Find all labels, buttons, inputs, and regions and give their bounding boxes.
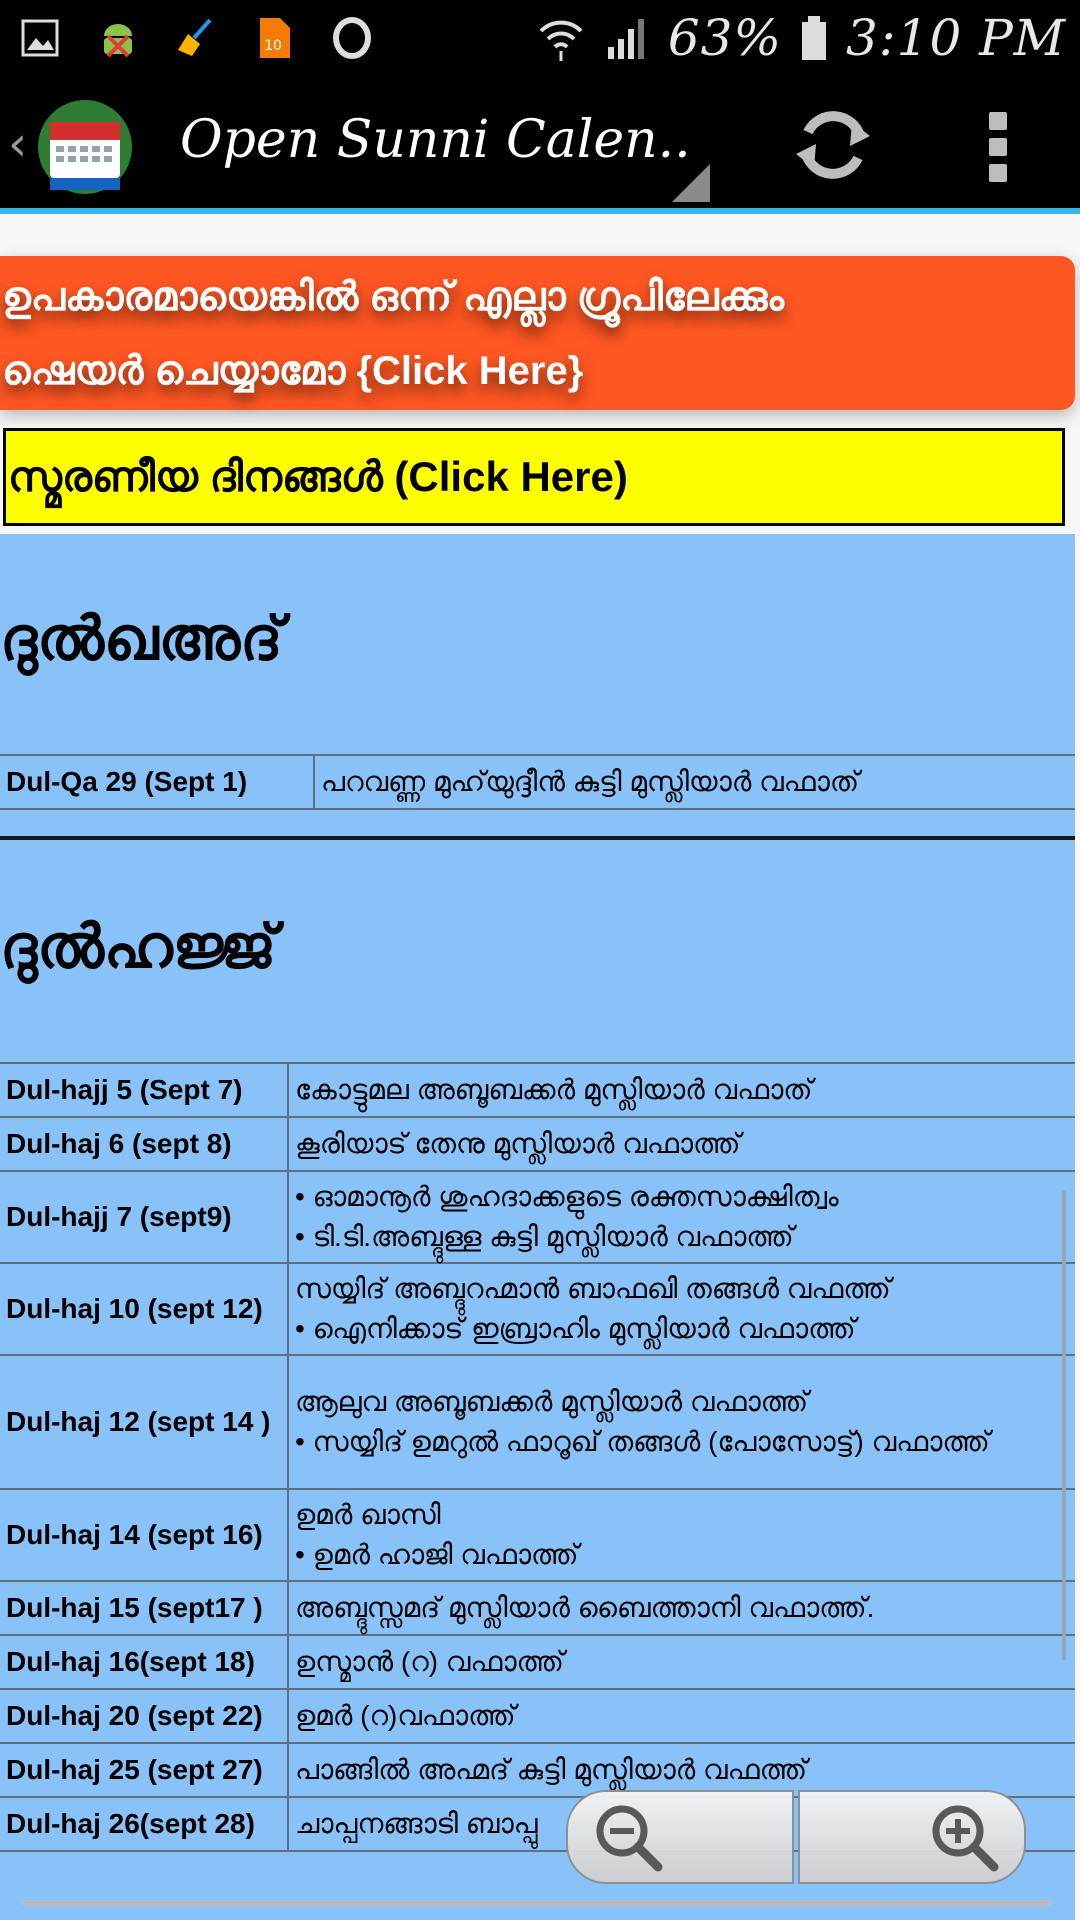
event-cell [314,755,1075,809]
event-line: പാങ്ങിൽ അഹ്മദ് കുട്ടി മുസ്ലിയാർ വഫത്ത് [295,1754,808,1785]
events-table-dulqad [0,754,1075,810]
table-row [0,1489,1075,1581]
event-cell [288,1117,1075,1171]
event-line: കോട്ടുമല അബൂബക്കർ മുസ്ലിയാർ വഫാത് [295,1074,813,1105]
event-bullets [295,1177,1069,1257]
event-bullet: • ഓമാനൂർ ശുഹദാക്കളുടെ രക്തസാക്ഷിത്വം [295,1177,1069,1217]
refresh-button[interactable] [790,102,876,188]
date-cell: Dul-haj 20 (sept 22) [0,1689,288,1743]
wifi-icon [536,13,586,63]
table-row [0,1263,1075,1355]
event-bullet: • ടി.ടി.അബ്ദുള്ള കുട്ടി മുസ്ലിയാർ വഫാത്ത് [295,1217,1069,1257]
table-row [0,1171,1075,1263]
action-bar [0,76,1080,214]
date-cell: Dul-haj 15 (sept17 ) [0,1581,288,1635]
app-title: Open Sunni Calen.. [180,110,691,170]
table-row [0,1689,1075,1743]
event-bullets [295,1422,1069,1462]
gallery-icon [18,16,62,60]
sim-card-icon [252,16,296,60]
month-title: ദുൽഹജ്ജ് [0,913,277,980]
event-bullets [295,1535,1069,1575]
zoom-out-button[interactable] [566,1790,794,1884]
event-cell [288,1743,1075,1797]
event-line: ഉമർ ഖാസി [295,1499,441,1530]
event-line: പറവണ്ണ മുഹ്‌യുദ്ദീൻ കുട്ടി മുസ്ലിയാർ വഫാത് [321,766,860,797]
spinner-dropdown-indicator[interactable] [672,164,710,202]
table-row [0,1743,1075,1797]
vertical-scroll-indicator[interactable] [1062,1190,1066,1660]
event-bullet: • ഐനിക്കാട് ഇബ്രാഹിം മുസ്ലിയാർ വഫാത്ത് [295,1309,1069,1349]
memorable-days-link[interactable]: സ്മരണീയ ദിനങ്ങൾ (Click Here) [3,428,1065,526]
event-line: സയ്യിദ് അബ്ദുറഹ്മാൻ ബാഫഖി തങ്ങൾ വഫത്ത് [295,1273,891,1304]
date-cell: Dul-haj 26(sept 28) [0,1797,288,1851]
date-cell: Dul-hajj 5 (Sept 7) [0,1063,288,1117]
date-cell: Dul-haj 16(sept 18) [0,1635,288,1689]
section-divider [0,836,1075,840]
date-cell: Dul-haj 14 (sept 16) [0,1489,288,1581]
notification-icons [18,12,374,64]
share-banner-line1: ഉപകാരമായെങ്കിൽ ഒന്ന് എല്ലാ ഗ്രൂപിലേക്കും [2,275,785,319]
zoom-controls [566,1790,1026,1884]
event-line: ചാപ്പനങ്ങാടി ബാപ്പു [295,1808,538,1839]
date-cell: Dul-haj 6 (sept 8) [0,1117,288,1171]
clock: 3:10 PM [845,9,1066,67]
share-banner-line2: ഷെയർ ചെയ്യാമോ {Click Here} [2,349,584,393]
opera-icon [330,16,374,60]
system-indicators [536,8,1066,68]
overflow-menu-button[interactable] [978,112,1018,182]
table-row [0,1355,1075,1489]
event-line: ഉമർ (റ)വഫാത്ത് [295,1700,516,1731]
month-title: ദുൽഖഅദ് [0,605,283,672]
event-line: അബ്ദുസ്സമദ് മുസ്ലിയാർ ബൈത്താനി വഫാത്ത്. [295,1592,875,1623]
zoom-out-icon [588,1797,668,1877]
event-cell [288,1263,1075,1355]
date-cell: Dul-haj 12 (sept 14 ) [0,1355,288,1489]
event-cell [288,1635,1075,1689]
event-bullets [295,1309,1069,1349]
cleaner-broom-icon [174,16,218,60]
date-cell: Dul-haj 10 (sept 12) [0,1263,288,1355]
event-cell [288,1063,1075,1117]
status-bar [0,0,1080,76]
event-cell [288,1171,1075,1263]
battery-icon [800,14,828,62]
android-debug-icon [96,16,140,60]
event-cell [288,1689,1075,1743]
event-line: ഉസ്മാൻ (റ) വഫാത്ത് [295,1646,565,1677]
back-chevron-icon[interactable]: ‹ [8,116,28,172]
zoom-in-icon [924,1797,1004,1877]
date-cell: Dul-Qa 29 (Sept 1) [0,755,314,809]
event-cell [288,1581,1075,1635]
event-line: ആലുവ അബൂബക്കർ മുസ്ലിയാർ വഫാത്ത് [295,1386,809,1417]
battery-percentage: 63% [667,9,782,67]
table-row [0,1581,1075,1635]
zoom-in-button[interactable] [798,1790,1026,1884]
svg-text:10: 10 [264,38,282,54]
table-row [0,1063,1075,1117]
date-cell: Dul-hajj 7 (sept9) [0,1171,288,1263]
event-line: കൂരിയാട് തേനു മുസ്ലിയാർ വഫാത്ത് [295,1128,741,1159]
events-table-dulhajj [0,1062,1075,1852]
app-logo[interactable] [36,98,134,196]
table-row [0,755,1075,809]
share-banner-link[interactable] [0,256,1075,410]
horizontal-scroll-indicator[interactable] [22,1900,1052,1906]
event-cell [288,1489,1075,1581]
date-cell: Dul-haj 25 (sept 27) [0,1743,288,1797]
web-content[interactable] [0,214,1080,1920]
table-row [0,1117,1075,1171]
event-bullet: • ഉമർ ഹാജി വഫാത്ത് [295,1535,1069,1575]
table-row [0,1635,1075,1689]
signal-icon [604,15,650,61]
event-cell [288,1355,1075,1489]
event-bullet: • സയ്യിദ് ഉമറുൽ ഫാറൂഖ് തങ്ങൾ (പോസോട്ട്) വഫാത്ത് [295,1422,1069,1462]
